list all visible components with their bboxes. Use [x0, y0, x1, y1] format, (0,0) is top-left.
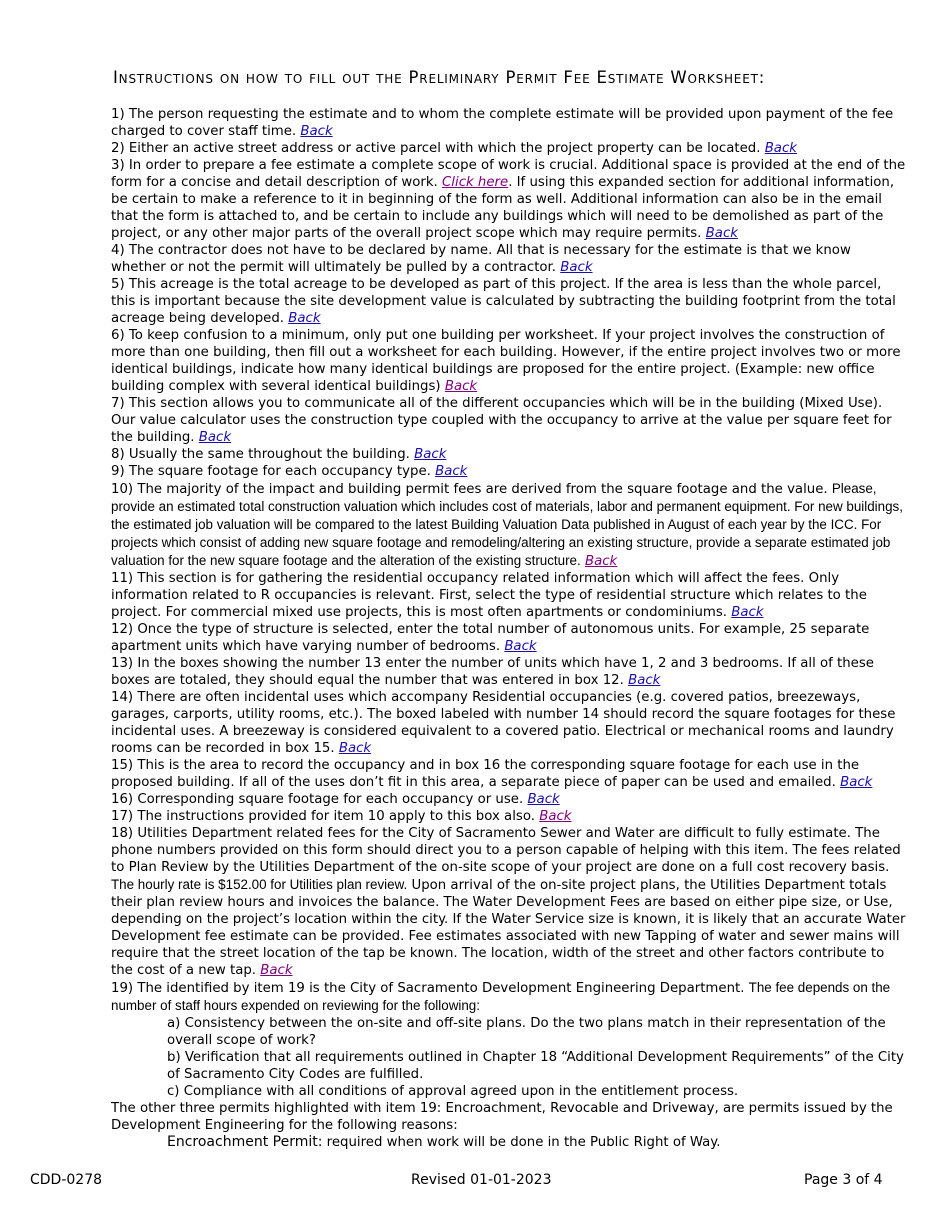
back-link-6[interactable]: Back	[444, 379, 478, 394]
back-link-2[interactable]: Back	[764, 141, 797, 156]
back-link-7[interactable]: Back	[198, 430, 232, 445]
page-title: Instructions on how to fill out the Preliminary Permit Fee Estimate Worksheet:	[113, 68, 766, 87]
form-number: CDD-0278	[30, 1172, 103, 1188]
item-19: 19) The identified by item 19 is the City of Sacramento Development Engineering Department. The fee depends on the number of staff hours expended on reviewing for the following:	[111, 980, 891, 1013]
click-here-link[interactable]: Click here	[442, 175, 509, 190]
encroachment-permit: Encroachment Permit: required when work will be done in the Public Right of Way.	[167, 1134, 721, 1150]
item-8: 8) Usually the same throughout the building. Back	[111, 447, 447, 462]
revision-date: Revised 01-01-2023	[411, 1172, 552, 1188]
item-11: 11) This section is for gathering the residential occupancy related information which will affect the fees. Only information related to R occupancies is relevant. First, select the type of residential structure which relates to the project. For commercial mixed use projects, this is most often apartments or condominiums. Back	[111, 571, 867, 620]
back-link-3[interactable]: Back	[705, 226, 738, 241]
item-3: 3) In order to prepare a fee estimate a complete scope of work is crucial. Additional space is provided at the end of the form for a concise and detail description of work. Click here. If using this expanded section for additional information, be certain to make a reference to it in beginning of the form as well. Additional information can also be in the email that the form is attached to, and be certain to include any buildings which will need to be demolished as part of the project, or any other major parts of the overall project scope which may require permits. Back	[111, 158, 906, 241]
item-15: 15) This is the area to record the occupancy and in box 16 the corresponding square footage for each use in the proposed building. If all of the uses don’t fit in this area, a separate piece of paper can be used and emailed. Back	[111, 758, 873, 790]
back-link-4[interactable]: Back	[560, 260, 593, 275]
item-7: 7) This section allows you to communicate all of the different occupancies which will be in the building (Mixed Use). Our value calculator uses the construction type coupled with the occupancy to arrive at the value per square feet for the building. Back	[111, 396, 892, 445]
item-19-sub-b: b) Verification that all requirements outlined in Chapter 18 “Additional Development Requirements” of the City of Sacramento City Codes are fulfilled.	[167, 1050, 904, 1082]
item-18: 18) Utilities Department related fees for the City of Sacramento Sewer and Water are difficult to fully estimate. The phone numbers provided on this form should direct you to a person capable of helping with this item. The fees related to Plan Review by the Utilities Department of the on-site scope of your project are done on a full cost recovery basis. The hourly rate is $152.00 for Utilities plan review. Upon arrival of the on-site project plans, the Utilities Department totals their plan review hours and invoices the balance. The Water Development Fees are based on either pipe size, or Use, depending on the project’s location within the city. If the Water Service size is known, it is likely that an accurate Water Development fee estimate can be provided. Fee estimates associated with new Tapping of water and sewer mains will require that the street location of the tap be known. The location, width of the street and other factors contribute to the cost of a new tap. Back	[111, 826, 906, 978]
back-link-1[interactable]: Back	[300, 124, 333, 139]
item-4: 4) The contractor does not have to be declared by name. All that is necessary for the estimate is that we know whether or not the permit will ultimately be pulled by a contractor. Back	[111, 243, 851, 275]
back-link-18[interactable]: Back	[260, 963, 293, 978]
back-link-9[interactable]: Back	[435, 464, 468, 479]
page-number: Page 3 of 4	[804, 1172, 883, 1188]
item-12: 12) Once the type of structure is selected, enter the total number of autonomous units. For example, 25 separate apartment units which have varying number of bedrooms. Back	[111, 622, 870, 654]
item-19-other-permits: The other three permits highlighted with item 19: Encroachment, Revocable and Driveway, are permits issued by the Development Engineering for the following reasons:	[111, 1101, 893, 1133]
item-9: 9) The square footage for each occupancy type. Back	[111, 464, 468, 479]
back-link-11[interactable]: Back	[731, 605, 764, 620]
item-1: 1) The person requesting the estimate and to whom the complete estimate will be provided upon payment of the fee charged to cover staff time. Back	[111, 107, 894, 139]
item-17: 17) The instructions provided for item 10 apply to this box also. Back	[111, 809, 572, 824]
back-link-14[interactable]: Back	[338, 741, 372, 756]
item-6: 6) To keep confusion to a minimum, only put one building per worksheet. If your project involves the construction of more than one building, then fill out a worksheet for each building. However, if the entire project involves two or more identical buildings, indicate how many identical buildings are proposed for the entire project. (Example: new office building complex with several identical buildings) Back	[111, 328, 901, 394]
item-19-sub-c: c) Compliance with all conditions of approval agreed upon in the entitlement process.	[167, 1084, 739, 1099]
back-link-13[interactable]: Back	[628, 673, 661, 688]
back-link-5[interactable]: Back	[288, 311, 321, 326]
item-14: 14) There are often incidental uses which accompany Residential occupancies (e.g. covered patios, breezeways, garages, carports, utility rooms, etc.). The boxed labeled with number 14 should record the square footages for these incidental uses. A breezeway is considered equivalent to a covered patio. Electrical or mechanical rooms and laundry rooms can be recorded in box 15. Back	[111, 690, 896, 756]
back-link-16[interactable]: Back	[527, 792, 560, 807]
item-13: 13) In the boxes showing the number 13 enter the number of units which have 1, 2 and 3 bedrooms. If all of these boxes are totaled, they should equal the number that was entered in box 12. Back	[111, 656, 874, 688]
item-16: 16) Corresponding square footage for each occupancy or use. Back	[111, 792, 560, 807]
item-10: 10) The majority of the impact and building permit fees are derived from the square footage and the value. Please, provide an estimated total construction valuation which includes cost of materials, labor and permanent equipment. For new buildings, the estimated job valuation will be compared to the latest Building Valuation Data published in August of each year by the ICC. For projects which consist of adding new square footage and remodeling/altering an existing structure, provide a separate estimated job valuation for the new square footage and the alteration of the existing structure. Back	[111, 481, 903, 569]
back-link-12[interactable]: Back	[504, 639, 537, 654]
item-5: 5) This acreage is the total acreage to be developed as part of this project. If the area is less than the whole parcel, this is important because the site development value is calculated by subtracting the building footprint from the total acreage being developed. Back	[111, 277, 896, 326]
item-2: 2) Either an active street address or active parcel with which the project property can be located. Back	[111, 141, 797, 156]
back-link-10[interactable]: Back	[584, 554, 618, 569]
back-link-8[interactable]: Back	[414, 447, 447, 462]
item-19-sub-a: a) Consistency between the on-site and off-site plans. Do the two plans match in their representation of the overall scope of work?	[167, 1016, 886, 1048]
encroachment-label: Encroachment Permit:	[167, 1134, 323, 1150]
back-link-17[interactable]: Back	[539, 809, 572, 824]
instructions-body	[111, 106, 909, 1151]
back-link-15[interactable]: Back	[840, 775, 873, 790]
